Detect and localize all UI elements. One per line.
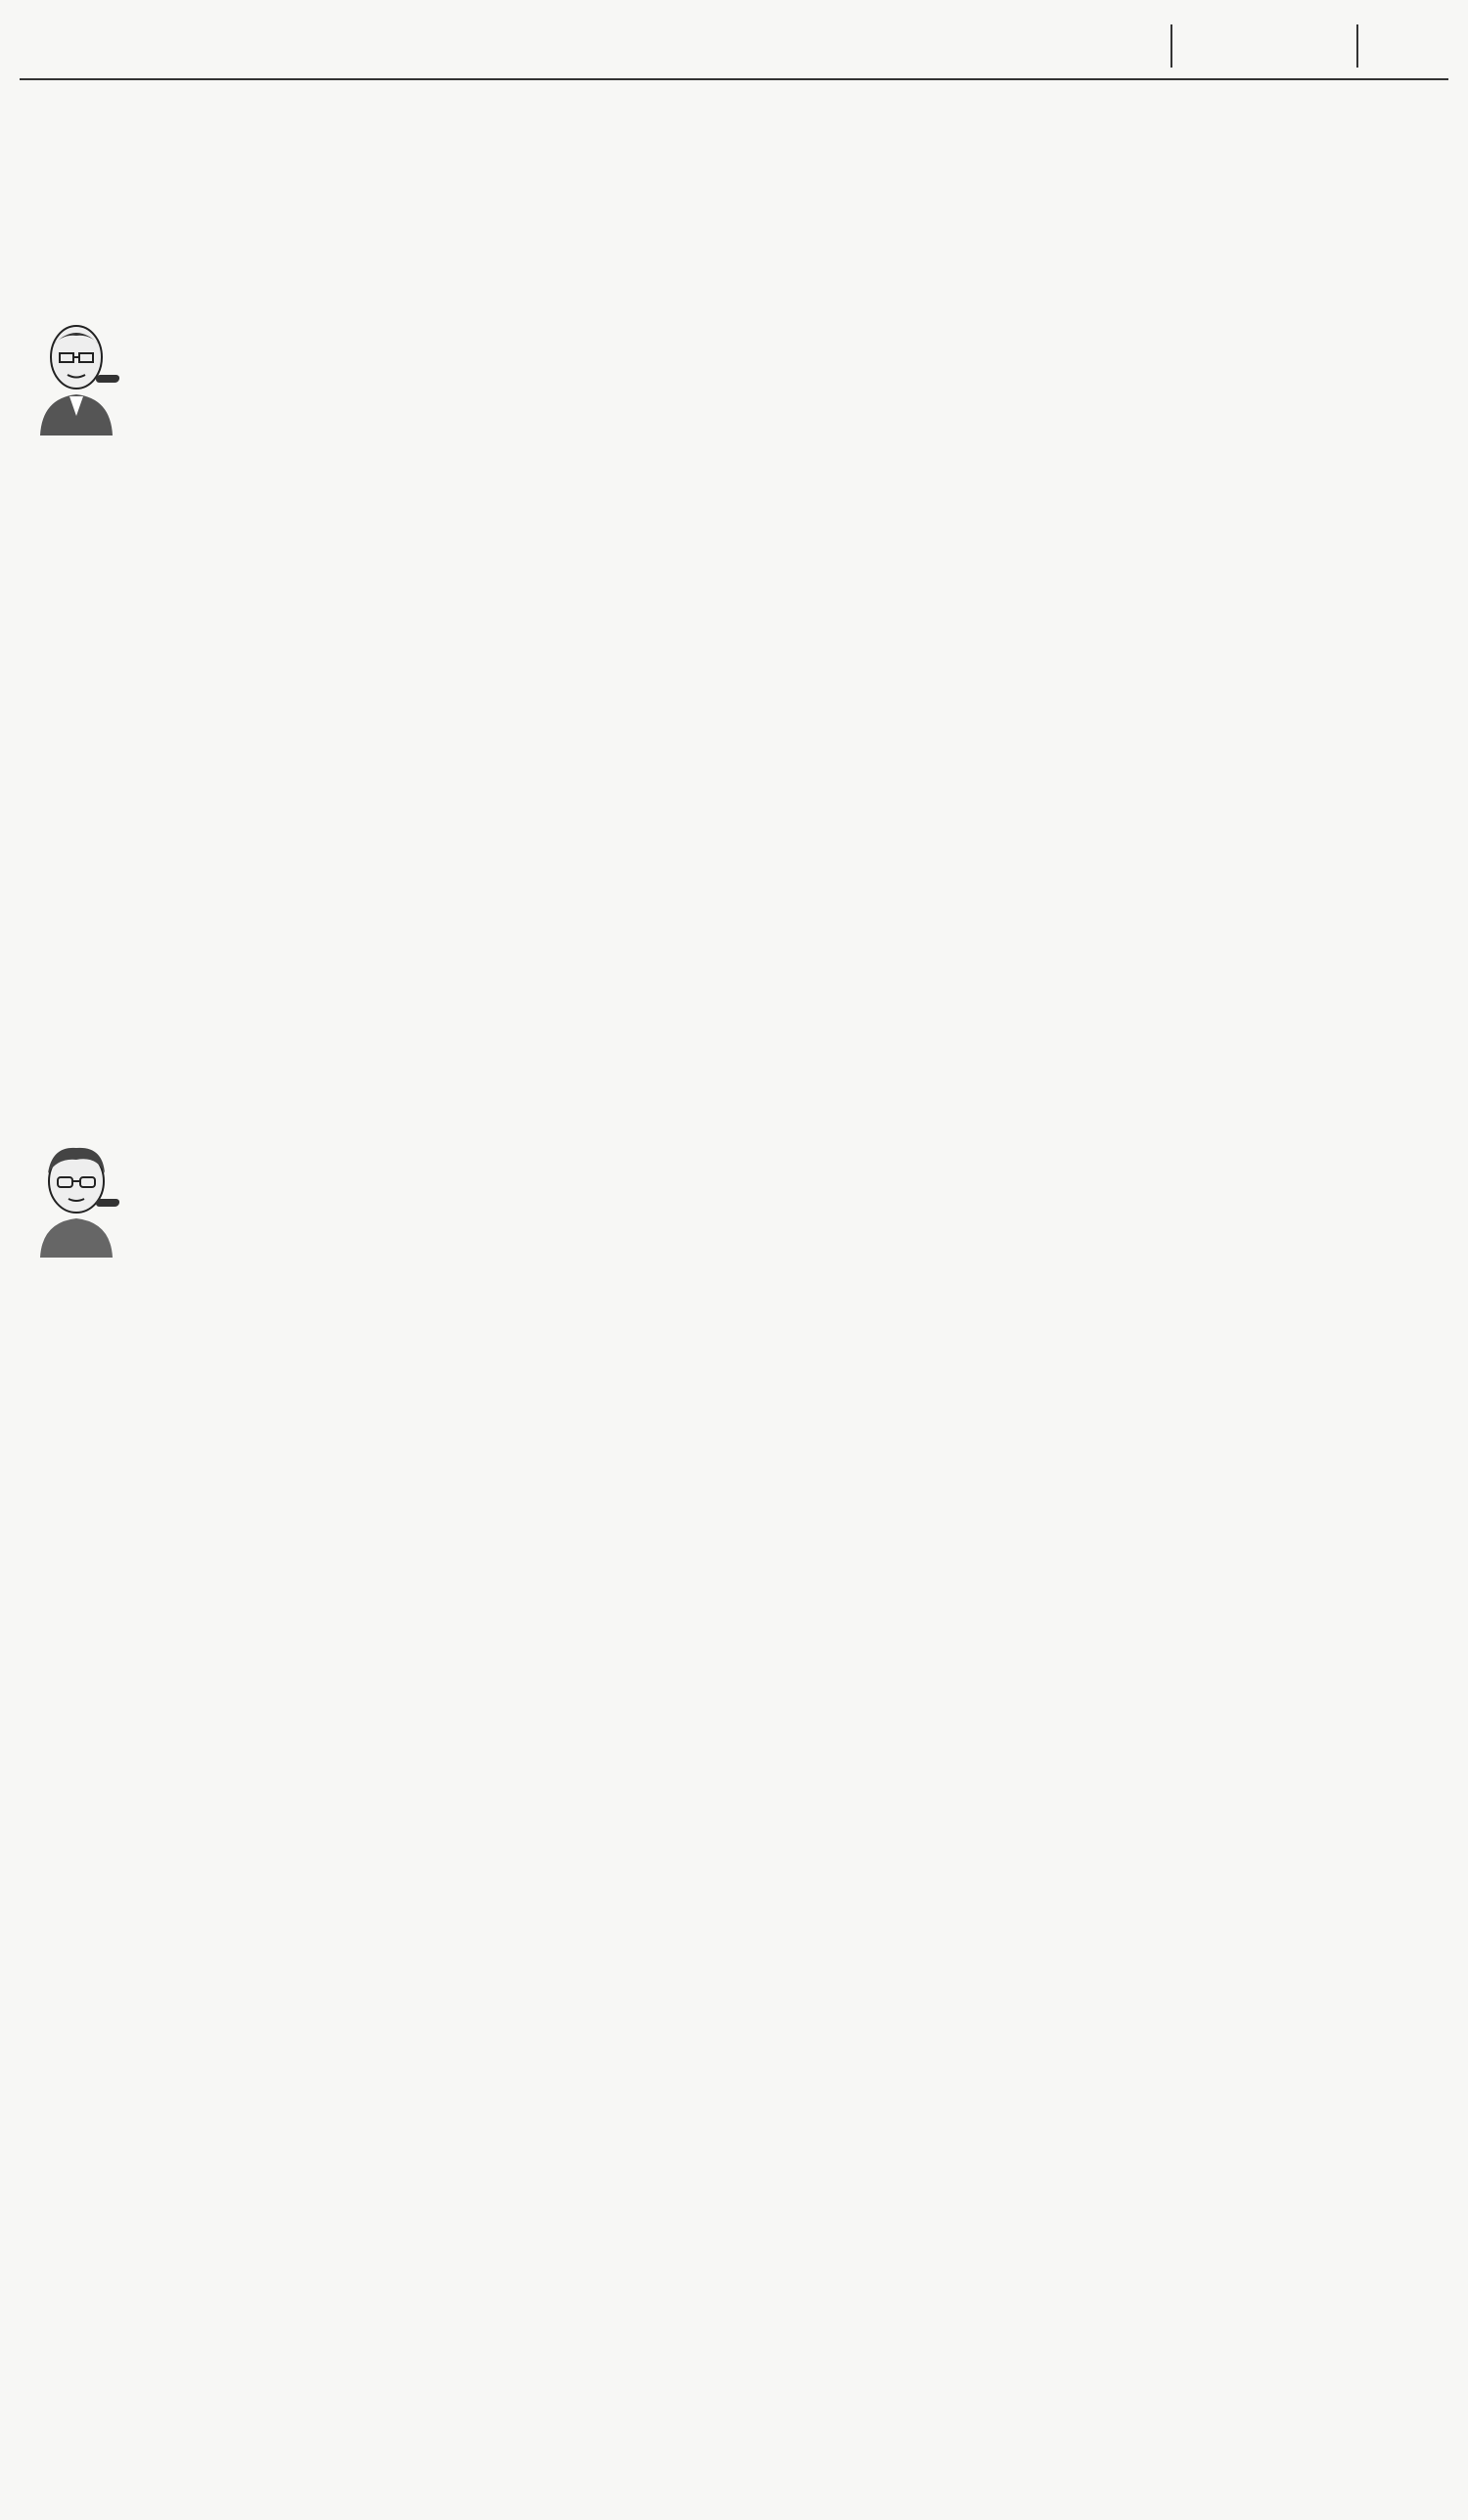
column-badge: [95, 375, 119, 383]
header-rule: [20, 78, 1448, 80]
column-badge: [95, 1199, 119, 1207]
header-divider: [1356, 24, 1358, 68]
columnist-block-1: [27, 318, 321, 465]
header-divider: [1170, 24, 1172, 68]
columnist-block-2: [27, 1140, 321, 1267]
